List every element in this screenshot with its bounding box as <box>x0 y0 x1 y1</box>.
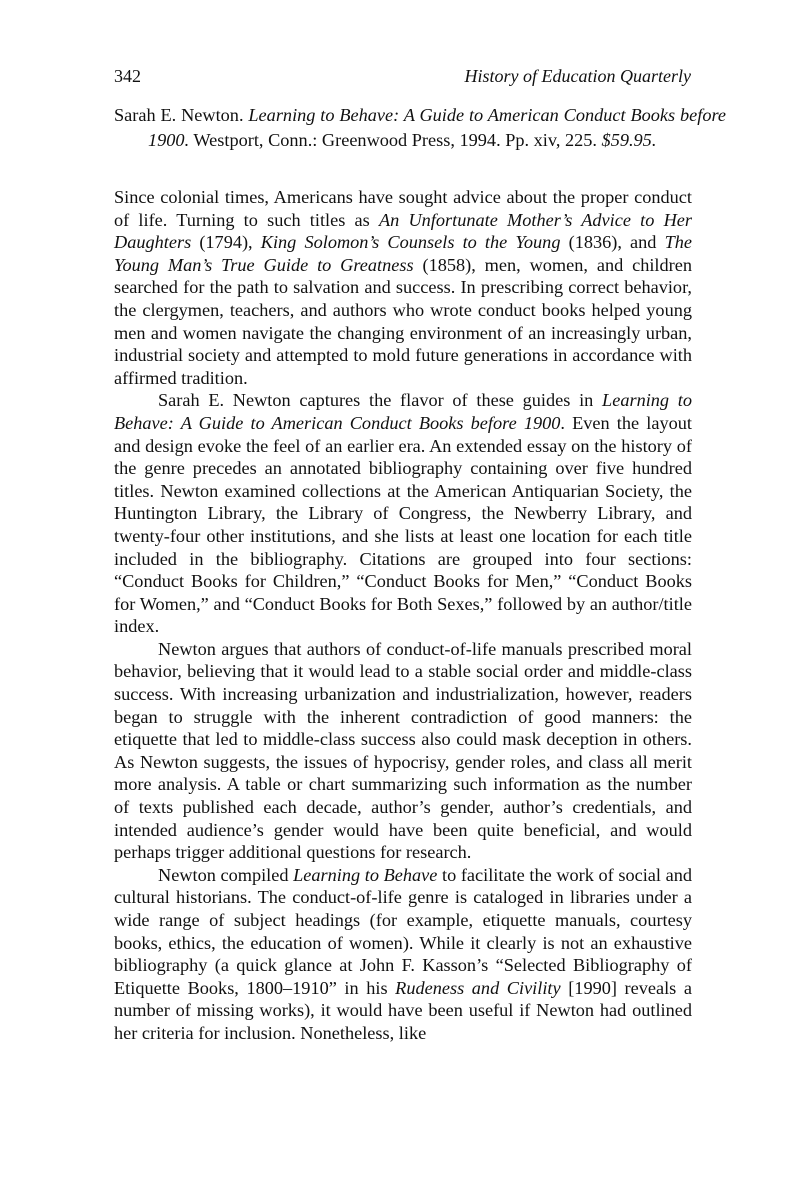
paragraph-text: Newton compiled <box>158 864 294 885</box>
paragraph-text: . Even the layout and design evoke the feel of an earlier era. An extended essay on the history of the genre precedes an annotated bibliography containing over five hundred titles. Newton examined collections at the American Antiquarian Society, the Huntington Library, the Library of Congress, the Newberry Library, and twenty-four other institutions, and she lists at least one location for each title included in the bibliography. Citations are grouped into four sections: “Conduct Books for Children,” “Conduct Books for Men,” “Conduct Books for Women,” and “Conduct Books for Both Sexes,” followed by an author/title index. <box>114 412 692 637</box>
page-number: 342 <box>114 66 141 86</box>
paragraph-text: (1858), men, women, and children searched for the path to salvation and success. In prescribing correct behavior, the clergymen, teachers, and authors who wrote conduct books helped young men and women navigate the changing environment of an increasingly urban, industrial society and attempted to mold future generations in accordance with affirmed tradition. <box>114 254 692 388</box>
paragraph-text: Sarah E. Newton captures the flavor of these guides in <box>158 390 603 411</box>
paragraph-text: (1794), <box>191 232 261 253</box>
review-body <box>114 186 692 1045</box>
book-title: The Young Man’s True Guide to Greatness <box>114 232 692 275</box>
paragraph-3 <box>114 638 692 864</box>
journal-title: History of Education Quarterly <box>464 66 691 86</box>
citation-author: Sarah E. Newton. <box>114 105 244 125</box>
book-title: Learning to Behave <box>293 864 438 885</box>
book-citation <box>114 103 726 153</box>
book-title: An Unfortunate Mother’s Advice to Her Daughters <box>114 209 692 253</box>
paragraph-text: to facilitate the work of social and cultural historians. The conduct-of-life genre is cataloged in libraries under a wide range of subject headings (for example, etiquette manuals, courtesy books, ethics, the education of women). While it clearly is not an exhaustive bibliography (a quick glance at John F. Kasson’s “Selected Bibliography of Etiquette Books, 1800–1910” in his <box>114 864 692 998</box>
citation-publication: Westport, Conn.: Greenwood Press, 1994. Pp. xiv, 225. <box>193 130 597 150</box>
paragraph-text: Since colonial times, Americans have sought advice about the proper conduct of life. Turning to such titles as <box>114 187 692 230</box>
citation-book-title: Learning to Behave: A Guide to American Conduct Books before 1900. <box>148 105 727 150</box>
citation-price: $59.95. <box>601 130 657 150</box>
paragraph-2 <box>114 389 692 638</box>
book-title: King Solomon’s Counsels to the Young <box>260 232 561 253</box>
book-title: Rudeness and Civility <box>395 977 561 998</box>
paragraph-text: [1990] reveals a number of missing works), it would have been useful if Newton had outlined her criteria for inclusion. Nonetheless, like <box>114 977 692 1043</box>
book-title: Learning to Behave: A Guide to American Conduct Books before 1900 <box>114 390 693 433</box>
paragraph-text: Newton argues that authors of conduct-of-life manuals prescribed moral behavior, believing that it would lead to a stable social order and middle-class success. With increasing urbanization and industrialization, however, readers began to struggle with the inherent contradiction of good manners: the etiquette that led to middle-class success also could mask deception in others. As Newton suggests, the issues of hypocrisy, gender roles, and class all merit more analysis. A table or chart summarizing such information as the number of texts published each decade, author’s gender, author’s credentials, and intended audience’s gender would have been quite beneficial, and would perhaps trigger additional questions for research. <box>114 638 692 863</box>
paragraph-text: (1836), and <box>560 232 665 253</box>
paragraph-4 <box>114 864 692 1045</box>
paragraph-1 <box>114 186 692 389</box>
